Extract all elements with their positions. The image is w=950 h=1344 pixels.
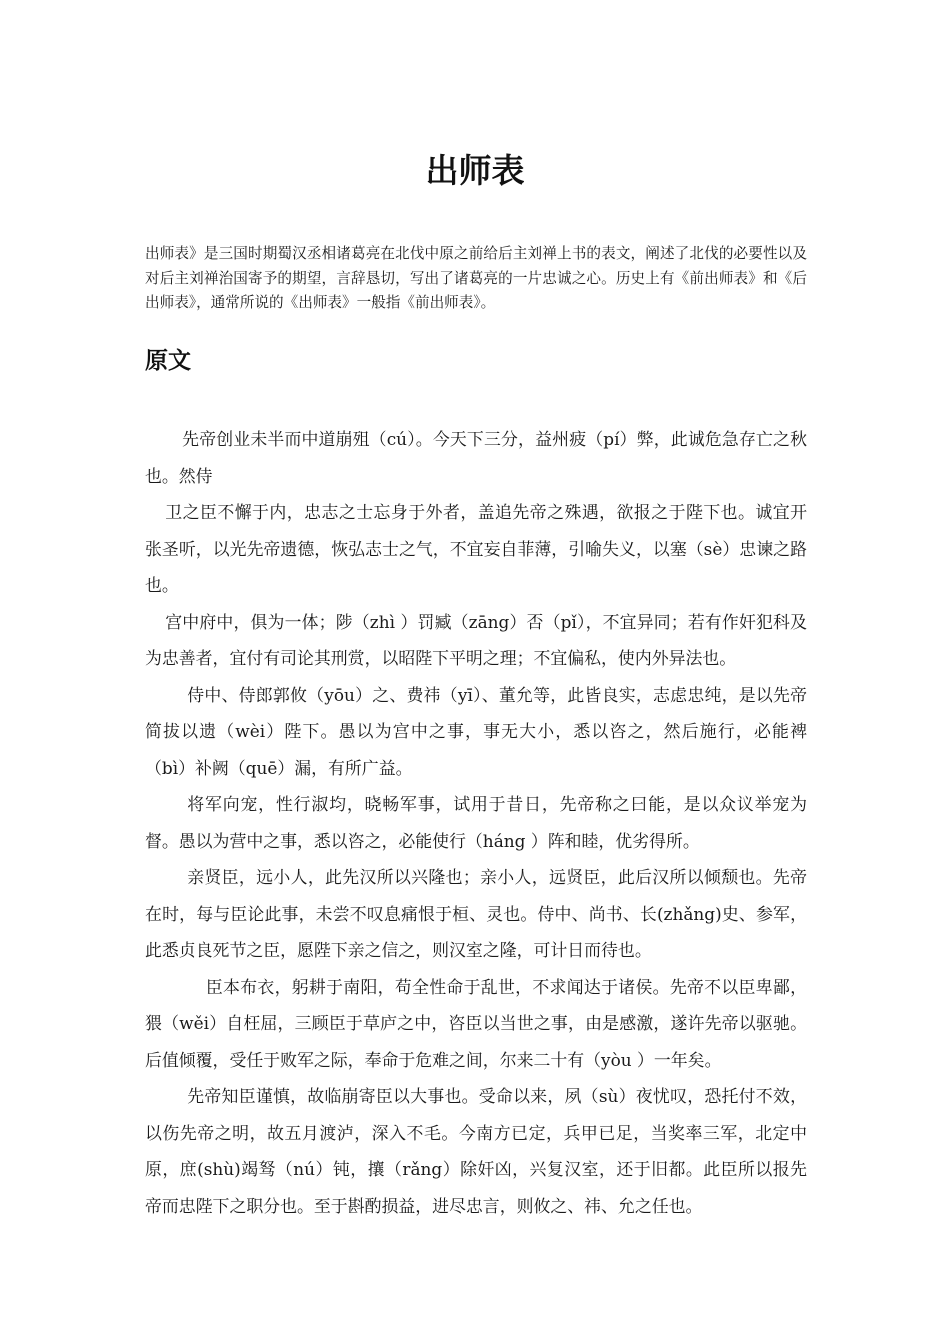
paragraph-5: 将军向宠，性行淑均，晓畅军事，试用于昔日，先帝称之曰能，是以众议举宠为督。愚以为营中之事，悉以咨之，必能使行（háng ）阵和睦，优劣得所。: [145, 794, 807, 851]
paragraph-3: 宫中府中，俱为一体；陟（zhì ）罚臧（zāng）否（pǐ），不宜异同；若有作奸犯科及为忠善者，宜付有司论其刑赏，以昭陛下平明之理；不宜偏私，使内外异法也。: [145, 611, 807, 668]
document-title: 出师表: [425, 151, 525, 190]
section-heading: 原文: [145, 348, 191, 374]
original-text: [145, 421, 807, 1224]
paragraph-8: 先帝知臣谨慎，故临崩寄臣以大事也。受命以来，夙（sù）夜忧叹，恐托付不效，以伤先帝之明，故五月渡泸，深入不毛。今南方已定，兵甲已足，当奖率三军，北定中原，庶(shù)竭驽（nú）钝，攘（rǎng）除奸凶，兴复汉室，还于旧都。此臣所以报先帝而忠陛下之职分也。至于斟酌损益，进尽忠言，则攸之、祎、允之任也。: [145, 1086, 807, 1216]
paragraph-6: 亲贤臣，远小人，此先汉所以兴隆也；亲小人，远贤臣，此后汉所以倾颓也。先帝在时，每与臣论此事，未尝不叹息痛恨于桓、灵也。侍中、尚书、长(zhǎng)史、参军，此悉贞良死节之臣，愿陛下亲之信之，则汉室之隆，可计日而待也。: [145, 867, 807, 960]
paragraph-1: 先帝创业未半而中道崩殂（cú）。今天下三分，益州疲（pí）弊，此诚危急存亡之秋也。然侍: [145, 429, 807, 486]
paragraph-2: 卫之臣不懈于内，忠志之士忘身于外者，盖追先帝之殊遇，欲报之于陛下也。诚宜开张圣听，以光先帝遗德，恢弘志士之气，不宜妄自菲薄，引喻失义，以塞（sè）忠谏之路也。: [145, 502, 807, 595]
intro-paragraph: 出师表》是三国时期蜀汉丞相诸葛亮在北伐中原之前给后主刘禅上书的表文，阐述了北伐的必要性以及对后主刘禅治国寄予的期望，言辞恳切，写出了诸葛亮的一片忠诚之心。历史上有《前出师表》和《后出师表》，通常所说的《出师表》一般指《前出师表》。: [145, 245, 807, 311]
paragraph-4: 侍中、侍郎郭攸（yōu）之、费祎（yī）、董允等，此皆良实，志虑忠纯，是以先帝简拔以遗（wèi）陛下。愚以为宫中之事，事无大小，悉以咨之，然后施行，必能裨（bì）补阙（quē）漏，有所广益。: [145, 684, 807, 778]
paragraph-7: 臣本布衣，躬耕于南阳，苟全性命于乱世，不求闻达于诸侯。先帝不以臣卑鄙，猥（wěi）自枉屈，三顾臣于草庐之中，咨臣以当世之事，由是感激，遂许先帝以驱驰。后值倾覆，受任于败军之际，奉命于危难之间，尔来二十有（yòu ）一年矣。: [145, 976, 807, 1070]
